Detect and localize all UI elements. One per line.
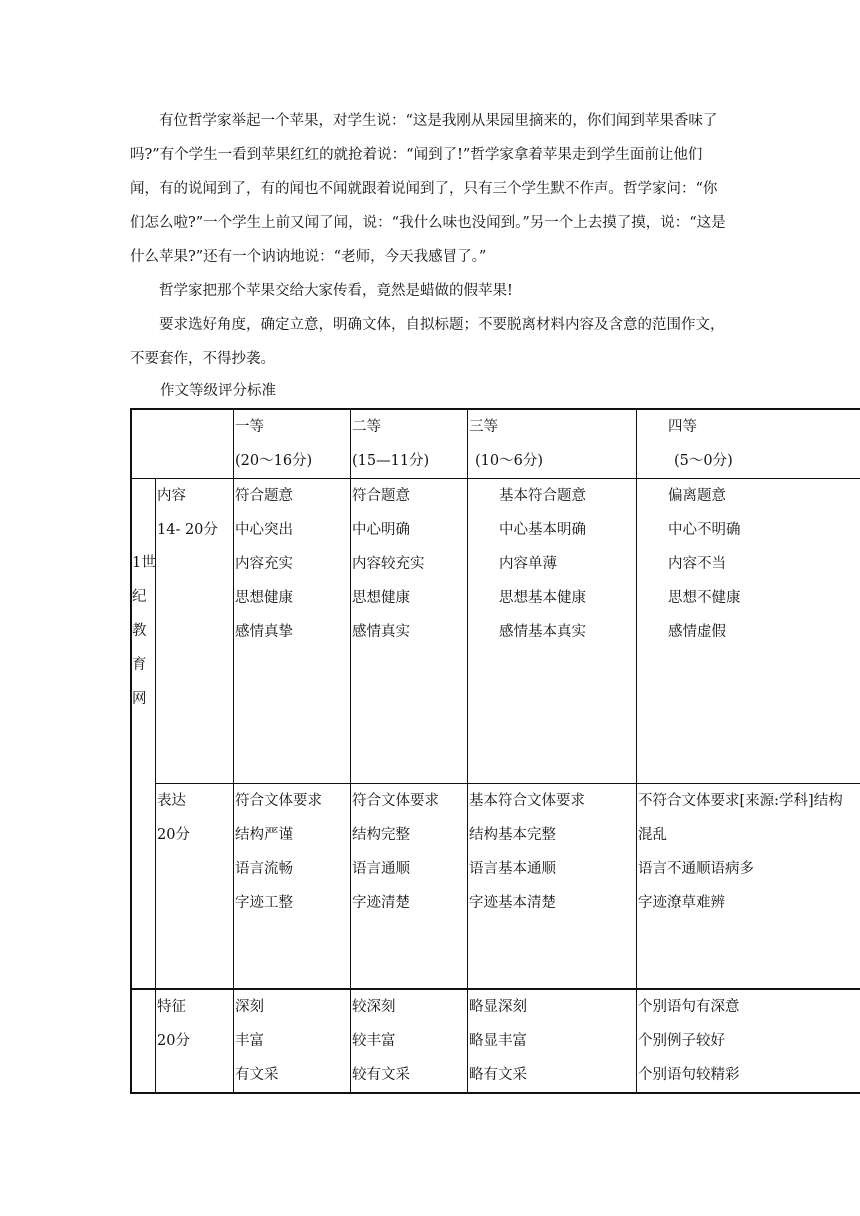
criterion: 语言基本通顺 (469, 861, 556, 877)
row-feature-category (157, 990, 190, 1058)
criterion: 内容不当 (668, 556, 726, 572)
criterion: 基本符合文体要求 (469, 793, 585, 809)
criterion: 略显深刻 (469, 999, 527, 1015)
criterion: 有文采 (235, 1067, 279, 1083)
criterion: 字迹潦草难辨 (638, 895, 725, 911)
row-expression-grade-3 (469, 784, 585, 920)
side-label-char: 网 (132, 691, 147, 707)
category-name: 内容 (157, 488, 186, 504)
criterion: 结构基本完整 (469, 827, 556, 843)
criterion: 字迹基本清楚 (469, 895, 556, 911)
criterion: 基本符合题意 (499, 488, 586, 504)
row-content-grade-4 (668, 479, 741, 649)
header-grade-2-name: 二等 (352, 419, 381, 435)
passage-paragraph-3: 要求选好角度，确定立意，明确文体，自拟标题；不要脱离材料内容及含意的范围作文，不要套作，不得抄袭。 (130, 317, 725, 367)
criterion: 符合题意 (352, 488, 410, 504)
row-feature-grade-1 (235, 990, 279, 1092)
row-expression-grade-4 (638, 784, 843, 920)
row-feature-grade-2 (352, 990, 410, 1092)
row-feature-grade-4 (638, 990, 740, 1092)
table-rule-col3 (467, 408, 468, 1094)
table-border-bottom (130, 1092, 860, 1094)
criterion: 中心突出 (235, 522, 293, 538)
criterion: 符合文体要求 (352, 793, 439, 809)
header-grade-4 (668, 410, 733, 478)
row-content-category (157, 479, 218, 547)
criterion: 结构完整 (352, 827, 410, 843)
criterion: 略有文采 (469, 1067, 527, 1083)
table-rule-col4 (636, 408, 637, 1094)
table-rule-col2 (350, 408, 351, 1094)
criterion: 语言流畅 (235, 861, 293, 877)
header-grade-2 (352, 410, 429, 478)
table-rule-col1 (233, 408, 234, 1094)
criterion: 个别例子较好 (638, 1033, 725, 1049)
header-grade-3-name: 三等 (469, 419, 498, 435)
criterion: 思想健康 (352, 590, 410, 606)
category-score: 20分 (157, 827, 190, 843)
row-feature-grade-3 (469, 990, 527, 1092)
side-label-char: 纪 (132, 589, 147, 605)
criterion: 思想健康 (235, 590, 293, 606)
criterion: 个别语句有深意 (638, 999, 740, 1015)
criterion: 较丰富 (352, 1033, 396, 1049)
criterion: 感情真实 (352, 624, 410, 640)
criterion: 中心不明确 (668, 522, 741, 538)
criterion: 感情基本真实 (499, 624, 586, 640)
header-grade-1-name: 一等 (235, 419, 264, 435)
row-content-grade-2 (352, 479, 425, 649)
side-label-char: 教 (132, 623, 147, 639)
category-score: 14- 20分 (157, 522, 218, 538)
header-grade-1-range: (20～16分) (235, 453, 313, 469)
passage-paragraph-2: 哲学家把那个苹果交给大家传看，竟然是蜡做的假苹果! (159, 283, 513, 299)
criterion: 不符合文体要求[来源:学科]结构 (638, 793, 843, 809)
side-label-char: 育 (132, 657, 147, 673)
criterion: 语言通顺 (352, 861, 410, 877)
criterion: 内容单薄 (499, 556, 557, 572)
criterion: 混乱 (638, 827, 667, 843)
criterion: 深刻 (235, 999, 264, 1015)
grading-table (130, 408, 860, 1094)
criterion: 偏离题意 (668, 488, 726, 504)
header-grade-4-range: (5～0分) (674, 453, 733, 469)
criterion: 感情真挚 (235, 624, 293, 640)
passage-paragraph-1: 有位哲学家举起一个苹果，对学生说：“这是我刚从果园里摘来的，你们闻到苹果香味了吗?”有个学生一看到苹果红红的就抢着说：“闻到了!”哲学家拿着苹果走到学生面前让他们闻，有的说闻到了，有的闻也不闻就跟着说闻到了，只有三个学生默不作声。哲学家问：“你们怎么啦?”一个学生上前又闻了闻，说：“我什么味也没闻到。”另一个上去摸了摸，说：“这是什么苹果?”还有一个讷讷地说：“老师，今天我感冒了。” (130, 113, 726, 265)
header-grade-2-range: (15—11分) (352, 453, 430, 469)
criterion: 中心基本明确 (499, 522, 586, 538)
header-grade-3 (469, 410, 543, 478)
criterion: 中心明确 (352, 522, 410, 538)
row-expression-category (157, 784, 190, 852)
criterion: 内容较充实 (352, 556, 425, 572)
category-score: 20分 (157, 1033, 190, 1049)
header-grade-1 (235, 410, 312, 478)
criterion: 思想基本健康 (499, 590, 586, 606)
criterion: 结构严谨 (235, 827, 293, 843)
row-content-grade-3 (499, 479, 586, 649)
criterion: 感情虚假 (668, 624, 726, 640)
criterion: 较有文采 (352, 1067, 410, 1083)
criterion: 个别语句较精彩 (638, 1067, 740, 1083)
category-name: 表达 (157, 793, 186, 809)
header-grade-4-name: 四等 (668, 419, 697, 435)
criterion: 思想不健康 (668, 590, 741, 606)
table-caption: 作文等级评分标准 (160, 383, 276, 399)
criterion: 较深刻 (352, 999, 396, 1015)
criterion: 字迹清楚 (352, 895, 410, 911)
row-expression-grade-2 (352, 784, 439, 920)
criterion: 略显丰富 (469, 1033, 527, 1049)
category-name: 特征 (157, 999, 186, 1015)
row-content-grade-1 (235, 479, 293, 649)
side-label-char: 1世 (132, 555, 156, 571)
row-expression-grade-1 (235, 784, 322, 920)
header-grade-3-range: (10～6分) (475, 453, 543, 469)
criterion: 符合题意 (235, 488, 293, 504)
criterion: 内容充实 (235, 556, 293, 572)
criterion: 丰富 (235, 1033, 264, 1049)
criterion: 符合文体要求 (235, 793, 322, 809)
criterion: 语言不通顺语病多 (638, 861, 754, 877)
side-label (132, 546, 156, 716)
table-border-left (130, 408, 132, 1094)
criterion: 字迹工整 (235, 895, 293, 911)
